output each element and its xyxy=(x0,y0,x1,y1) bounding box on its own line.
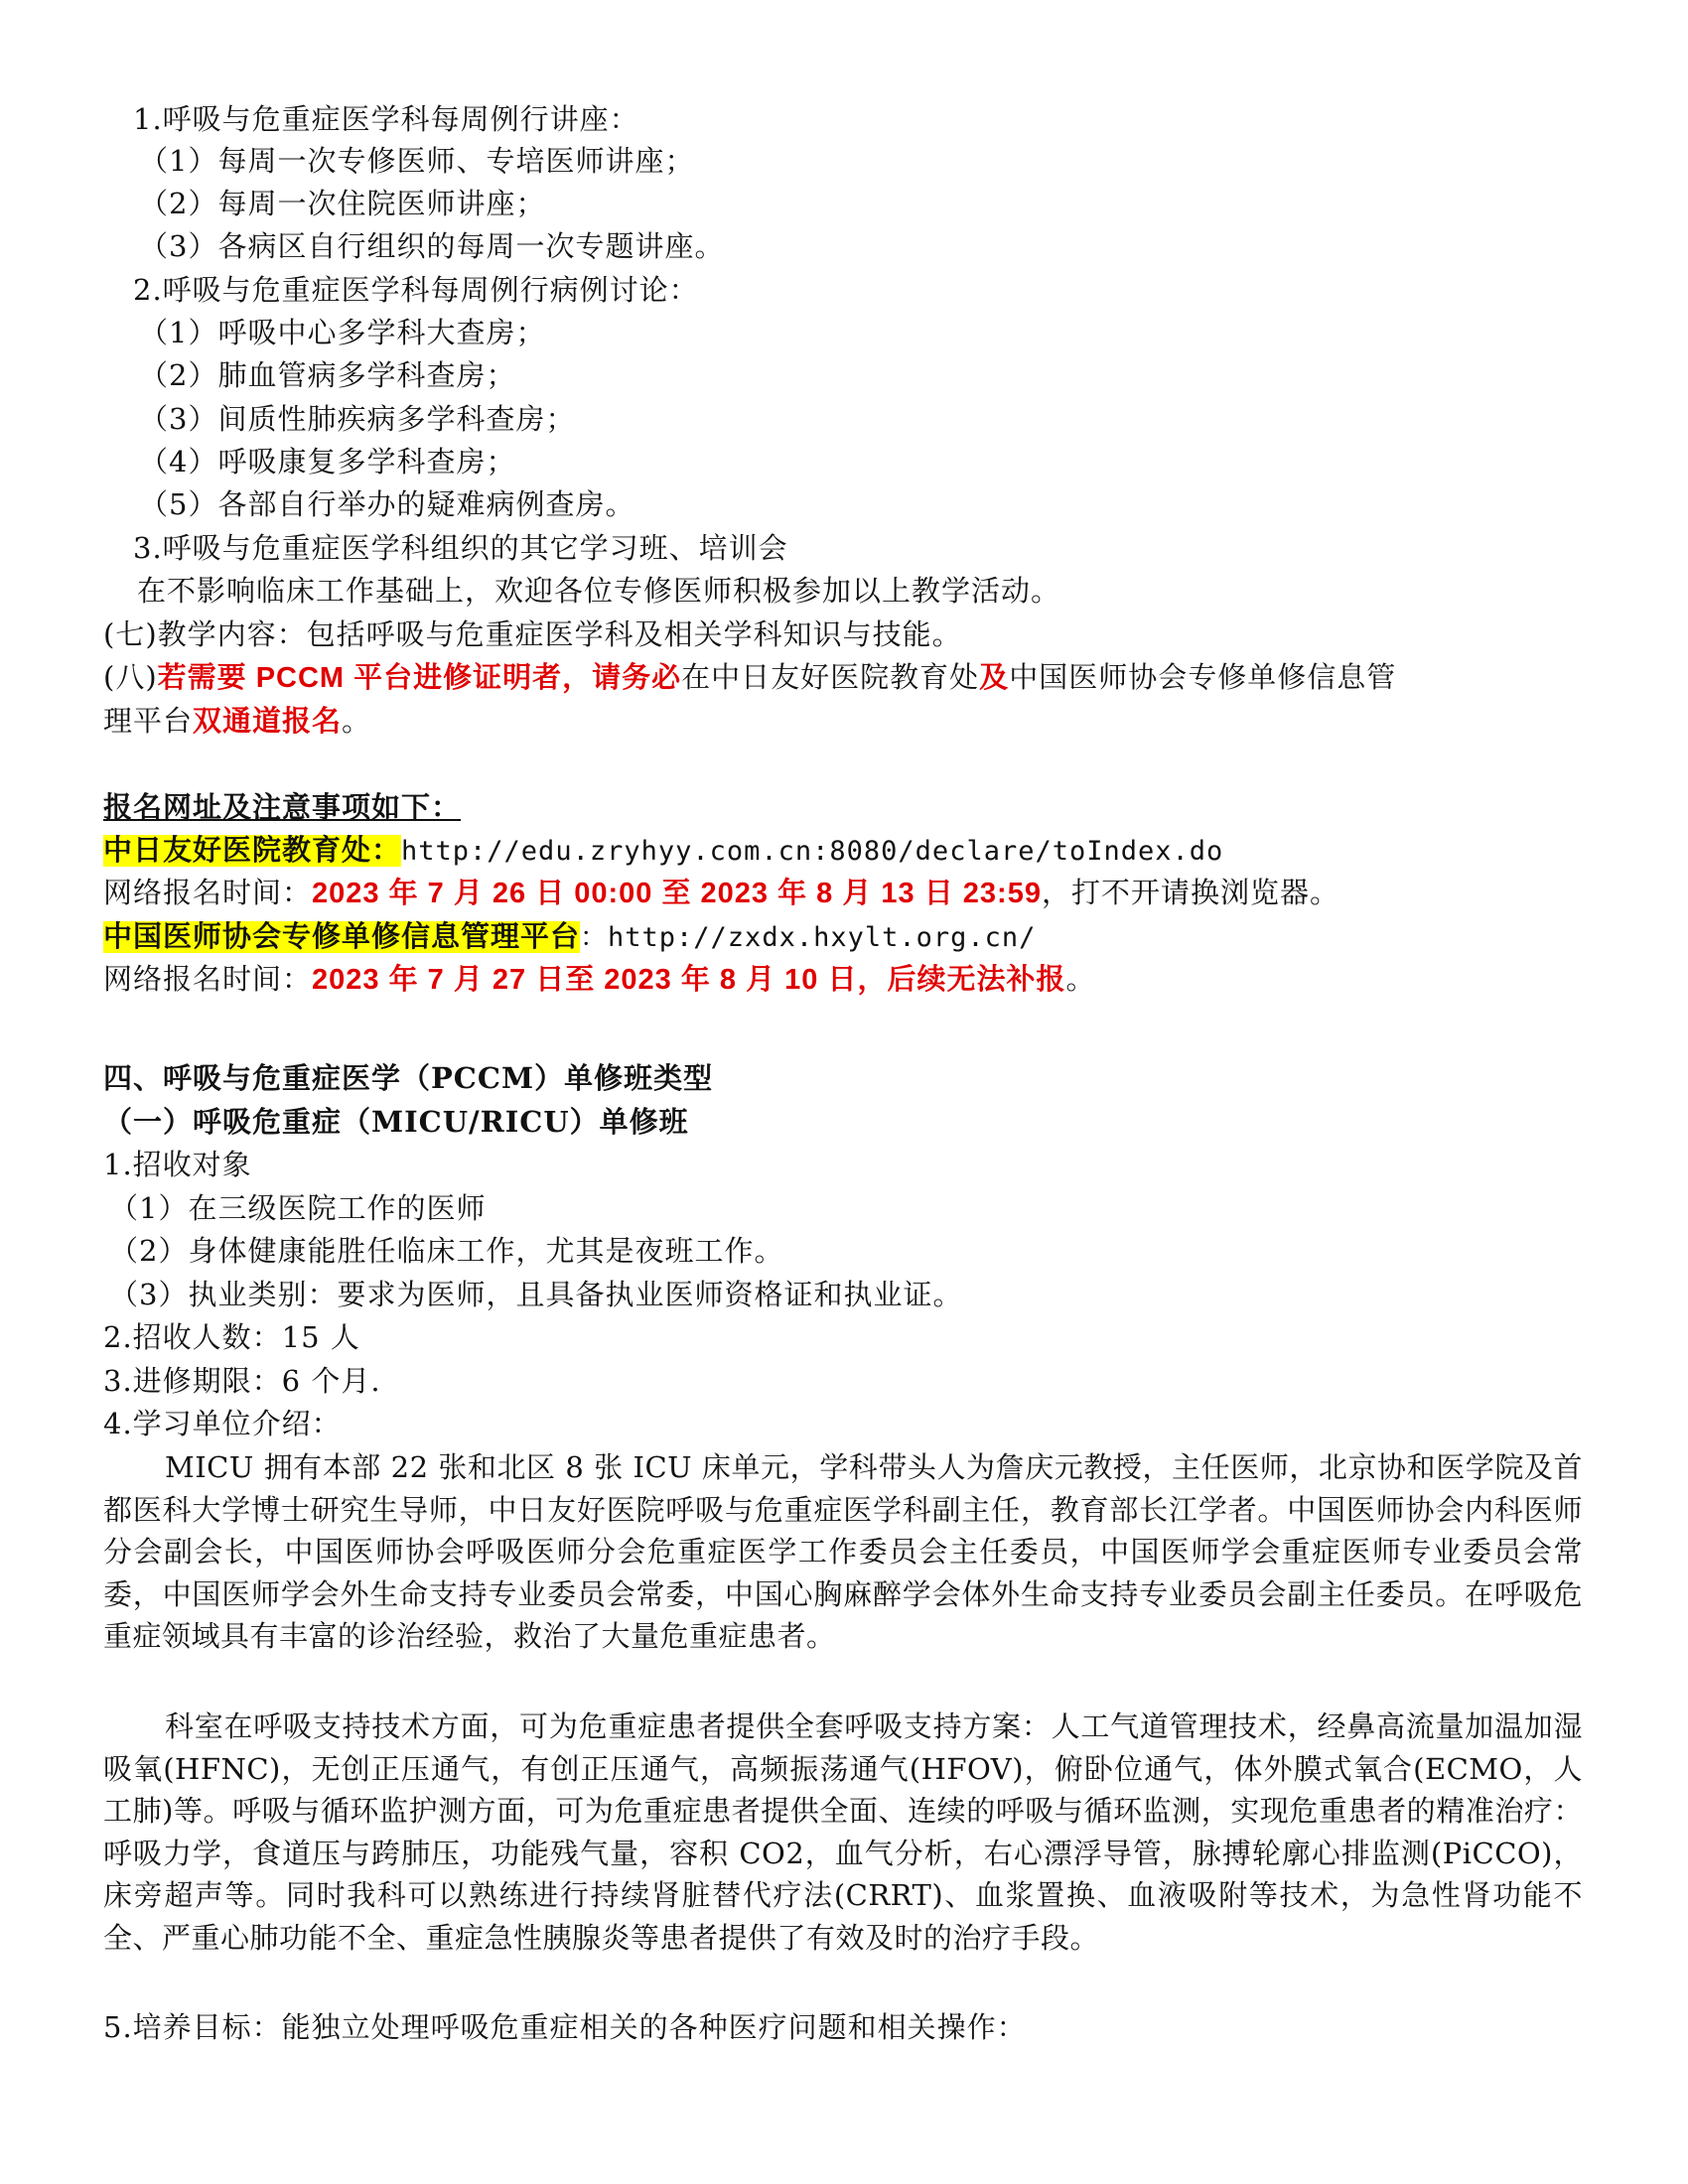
registration-site-2 xyxy=(103,916,1036,958)
section-8-text-4: 。 xyxy=(342,704,372,738)
registration-site-1 xyxy=(103,830,1223,872)
item-2: 2.招收人数：15 人 xyxy=(103,1320,360,1354)
item-5: 5.培养目标：能独立处理呼吸危重症相关的各种医疗问题和相关操作： xyxy=(103,2010,1027,2044)
registration-time-2 xyxy=(103,959,1095,1000)
site-2-label: 中国医师协会专修单修信息管理平台 xyxy=(103,921,581,953)
time-2-prefix: 网络报名时间： xyxy=(103,962,313,996)
events-heading-2: 2.呼吸与危重症医学科每周例行病例讨论： xyxy=(133,273,699,307)
events-item: （3）各病区自行组织的每周一次专题讲座。 xyxy=(139,229,725,263)
time-1-value: 2023 年 7 月 26 日 00:00 至 2023 年 8 月 13 日 23:59 xyxy=(312,878,1042,909)
item-3: 3.进修期限：6 个月. xyxy=(103,1364,381,1398)
section-7: (七)教学内容：包括呼吸与危重症医学科及相关学科知识与技能。 xyxy=(103,617,962,651)
events-item: （5）各部自行举办的疑难病例查房。 xyxy=(139,487,635,521)
events-heading-3: 3.呼吸与危重症医学科组织的其它学习班、培训会 xyxy=(133,531,788,565)
item-4: 4.学习单位介绍： xyxy=(103,1407,342,1440)
section-8-red-1: 若需要 PCCM 平台进修证明者，请务必 xyxy=(157,662,682,694)
events-note: 在不影响临床工作基础上，欢迎各位专修医师积极参加以上教学活动。 xyxy=(137,574,1061,608)
section-8-text-1: 在中日友好医院教育处 xyxy=(681,660,980,694)
section-8-text-2: 中国医师协会专修单修信息管 xyxy=(1009,660,1397,694)
section-4-subtitle: （一）呼吸危重症（MICU/RICU）单修班 xyxy=(103,1105,689,1139)
time-2-suffix: 。 xyxy=(1065,962,1096,996)
item-1-list: （2）身体健康能胜任临床工作，尤其是夜班工作。 xyxy=(109,1234,784,1268)
site-2-url[interactable]: ：http://zxdx.hxylt.org.cn/ xyxy=(580,922,1037,953)
time-2-value: 2023 年 7 月 27 日至 2023 年 8 月 10 日，后续无法补报 xyxy=(312,964,1066,996)
section-4-title: 四、呼吸与危重症医学（PCCM）单修班类型 xyxy=(103,1061,714,1095)
section-8-text-3: 理平台 xyxy=(103,704,194,738)
events-item: （2）肺血管病多学科查房； xyxy=(139,358,516,392)
intro-paragraph-2: 科室在呼吸支持技术方面，可为危重症患者提供全套呼吸支持方案：人工气道管理技术，经鼻高流量加温加湿吸氧(HFNC)，无创正压通气，有创正压通气，高频振荡通气(HFOV)，俯卧位通气，体外膜式氧合(ECMO，人工肺)等。呼吸与循环监护测方面，可为危重症患者提供全面、连续的呼吸与循环监测，实现危重患者的精准治疗：呼吸力学，食道压与跨肺压，功能残气量，容积 CO2，血气分析，右心漂浮导管，脉搏轮廓心排监测(PiCCO)，床旁超声等。同时我科可以熟练进行持续肾脏替代疗法(CRRT)、血浆置换、血液吸附等技术，为急性肾功能不全、严重心肺功能不全、重症急性胰腺炎等患者提供了有效及时的治疗手段。 xyxy=(103,1709,1583,1955)
intro-paragraph-1: MICU 拥有本部 22 张和北区 8 张 ICU 床单元，学科带头人为詹庆元教授，主任医师，北京协和医学院及首都医科大学博士研究生导师，中日友好医院呼吸与危重症医学科副主任，教育部长江学者。中国医师协会内科医师分会副会长，中国医师协会呼吸医师分会危重症医学工作委员会主任委员，中国医师学会重症医师专业委员会常委，中国医师学会外生命支持专业委员会常委，中国心胸麻醉学会体外生命支持专业委员会副主任委员。在呼吸危重症领域具有丰富的诊治经验，救治了大量危重症患者。 xyxy=(103,1450,1583,1654)
events-item: （4）呼吸康复多学科查房； xyxy=(139,445,516,478)
section-8-prefix: (八) xyxy=(103,660,158,694)
section-8-line2 xyxy=(103,701,371,742)
item-1-list: （3）执业类别：要求为医师，且具备执业医师资格证和执业证。 xyxy=(109,1278,963,1311)
section-8-red-2: 及 xyxy=(979,662,1010,694)
events-item: （1）每周一次专修医师、专培医师讲座； xyxy=(139,144,695,178)
events-heading-1: 1.呼吸与危重症医学科每周例行讲座： xyxy=(133,102,639,136)
events-item: （2）每周一次住院医师讲座； xyxy=(139,187,546,220)
section-8-red-3: 双通道报名 xyxy=(193,706,343,738)
site-1-url[interactable]: http://edu.zryhyy.com.cn:8080/declare/toIndex.do xyxy=(401,836,1224,867)
item-1-list: （1）在三级医院工作的医师 xyxy=(109,1191,487,1225)
events-item: （1）呼吸中心多学科大查房； xyxy=(139,316,546,349)
time-1-prefix: 网络报名时间： xyxy=(103,876,313,909)
events-item: （3）间质性肺疾病多学科查房； xyxy=(139,402,576,436)
site-1-label: 中日友好医院教育处： xyxy=(103,835,402,867)
registration-time-1 xyxy=(103,873,1339,913)
section-8-line1 xyxy=(103,657,1396,698)
time-1-suffix: ，打不开请换浏览器。 xyxy=(1041,876,1339,909)
item-1: 1.招收对象 xyxy=(103,1148,252,1181)
registration-heading-text: 报名网址及注意事项如下： xyxy=(103,792,462,824)
registration-heading xyxy=(103,787,461,828)
